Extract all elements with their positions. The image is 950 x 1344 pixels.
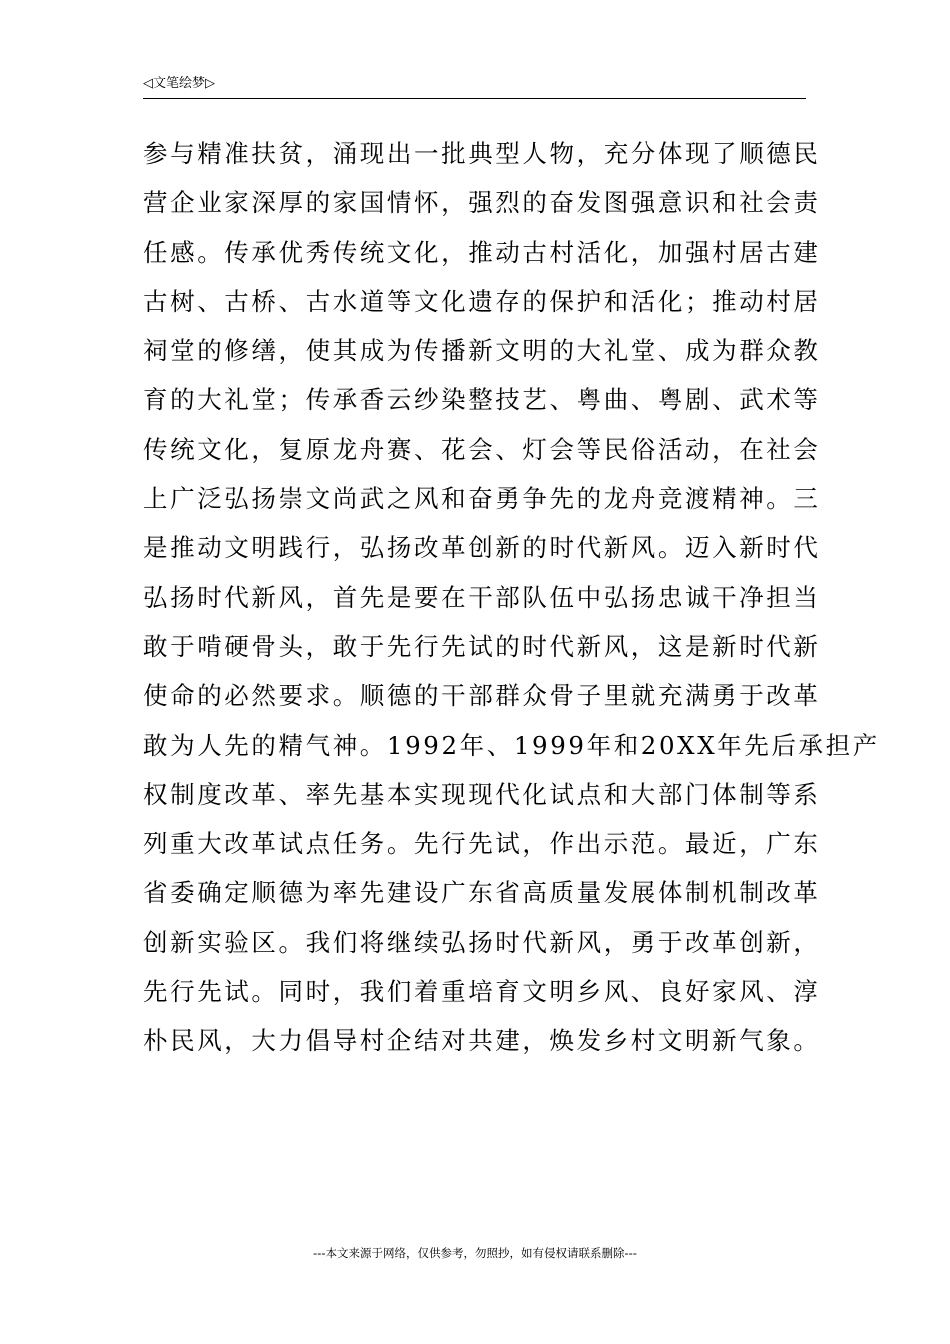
body-line: 弘扬时代新风，首先是要在干部队伍中弘扬忠诚干净担当 — [143, 582, 821, 612]
body-line: 是推动文明践行，弘扬改革创新的时代新风。迈入新时代 — [143, 533, 821, 563]
body-line: 育的大礼堂；传承香云纱染整技艺、粤曲、粤剧、武术等 — [143, 385, 821, 415]
body-line: 朴民风，大力倡导村企结对共建，焕发乡村文明新气象。 — [143, 1026, 821, 1056]
body-line: 创新实验区。我们将继续弘扬时代新风，勇于改革创新， — [143, 927, 821, 957]
footer-disclaimer: ---本文来源于网络，仅供参考，勿照抄，如有侵权请联系删除--- — [313, 1246, 637, 1260]
body-line: 使命的必然要求。顺德的干部群众骨子里就充满勇于改革 — [143, 681, 821, 711]
body-line: 敢于啃硬骨头，敢于先行先试的时代新风，这是新时代新 — [143, 631, 821, 661]
body-line: 上广泛弘扬崇文尚武之风和奋勇争先的龙舟竞渡精神。三 — [143, 484, 821, 514]
body-line: 任感。传承优秀传统文化，推动古村活化，加强村居古建 — [143, 237, 821, 267]
body-line: 权制度改革、率先基本实现现代化试点和大部门体制等系 — [143, 779, 821, 809]
body-line: 参与精准扶贫，涌现出一批典型人物，充分体现了顺德民 — [143, 139, 821, 168]
body-line: 先行先试。同时，我们着重培育文明乡风、良好家风、淳 — [143, 977, 821, 1007]
body-line: 敢为人先的精气神。1992年、1999年和20XX年先后承担产 — [143, 730, 880, 760]
body-text — [143, 129, 880, 1066]
header-title: ◁文笔绘梦▷ — [143, 76, 215, 91]
page-footer — [0, 1246, 950, 1260]
body-line: 营企业家深厚的家国情怀，强烈的奋发图强意识和社会责 — [143, 188, 821, 218]
body-line: 祠堂的修缮，使其成为传播新文明的大礼堂、成为群众教 — [143, 336, 821, 366]
body-line: 列重大改革试点任务。先行先试，作出示范。最近，广东 — [143, 829, 821, 859]
body-line: 传统文化，复原龙舟赛、花会、灯会等民俗活动，在社会 — [143, 434, 821, 464]
page-header — [143, 74, 806, 99]
body-line: 省委确定顺德为率先建设广东省高质量发展体制机制改革 — [143, 878, 821, 908]
body-line: 古树、古桥、古水道等文化遗存的保护和活化；推动村居 — [143, 286, 821, 316]
